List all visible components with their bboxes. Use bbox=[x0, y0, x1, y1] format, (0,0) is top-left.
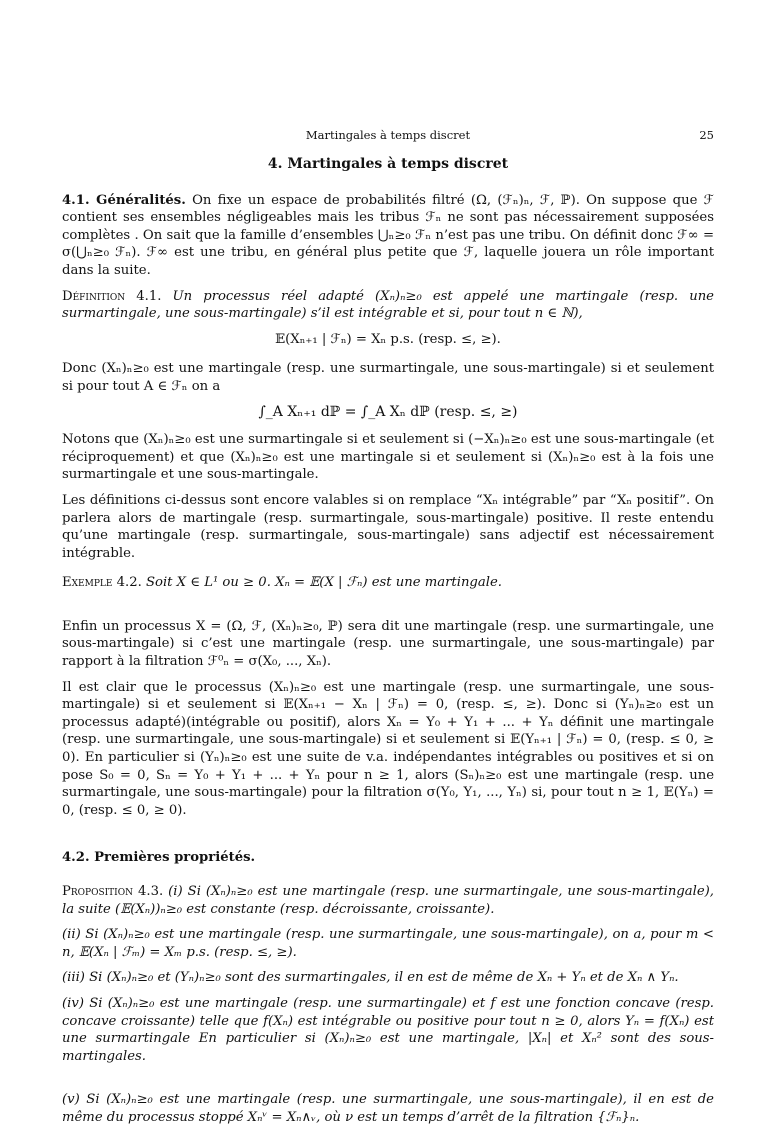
section-generalites bbox=[62, 192, 714, 280]
running-title: Martingales à temps discret bbox=[305, 128, 471, 142]
definition-label: Définition 4.1. bbox=[62, 288, 162, 304]
page-number: 25 bbox=[699, 128, 714, 142]
proposition-item-i: (i) Si (Xₙ)ₙ≥₀ est une martingale (resp. une surmartingale, une sous-martingale), la suite (𝔼(Xₙ))ₙ≥₀ est constante (resp. décroissante, croissante). bbox=[62, 884, 714, 917]
paragraph-definitions: Les définitions ci-dessus sont encore valables si on remplace “Xₙ intégrable” par “Xₙ positif”. On parlera alors de martingale (resp. surmartingale, sous-martingale) positive. Il reste entendu qu’une martingale (resp. surmartingale, sous-martingale) sans adjectif est nécessairement intégrable. bbox=[62, 492, 714, 561]
example-4-2 bbox=[62, 574, 714, 592]
paragraph-enfin: Enfin un processus X = (Ω, ℱ, (Xₙ)ₙ≥₀, ℙ) sera dit une martingale (resp. une surmartingale, une sous-martingale) si c’est une martingale (resp. une surmartingale, une sous-martingale) par rapport à la filtration ℱ⁰ₙ = σ(X₀, ..., Xₙ). bbox=[62, 618, 714, 670]
paragraph-clair: Il est clair que le processus (Xₙ)ₙ≥₀ est une martingale (resp. une surmartingale, une sous-martingale) si et seulement si 𝔼(Xₙ₊₁ − Xₙ | ℱₙ) = 0, (resp. ≤, ≥). Donc si (Yₙ)ₙ≥₀ est un processus adapté)(intégrable ou positif), alors Xₙ = Y₀ + Y₁ + ... + Yₙ définit une martingale (resp. une surmartingale, une sous-martingale) si et seulement si 𝔼(Yₙ₊₁ | ℱₙ) = 0, (resp. ≤ 0, ≥ 0). En particulier si (Yₙ)ₙ≥₀ est une suite de v.a. indépendantes intégrables ou positives et si on pose S₀ = 0, Sₙ = Y₀ + Y₁ + ... + Yₙ pour n ≥ 1, alors (Sₙ)ₙ≥₀ est une martingale (resp. une surmartingale, une sous-martingale) pour la filtration σ(Y₀, Y₁, ..., Yₙ) si, pour tout n ≥ 1, 𝔼(Yₙ) = 0, (resp. ≤ 0, ≥ 0). bbox=[62, 679, 714, 818]
proposition-4-3 bbox=[62, 883, 714, 918]
definition-text: Un processus réel adapté (Xₙ)ₙ≥₀ est appelé une martingale (resp. une surmartingale, une sous-martingale) s’il est intégrable et si, pour tout n ∈ ℕ), bbox=[62, 288, 714, 322]
chapter-title: 4. Martingales à temps discret bbox=[267, 156, 509, 172]
definition-4-1 bbox=[62, 288, 714, 323]
definition-formula: 𝔼(Xₙ₊₁ | ℱₙ) = Xₙ p.s. (resp. ≤, ≥). bbox=[275, 331, 501, 347]
section-heading: 4.1. Généralités. bbox=[62, 192, 186, 208]
example-text: Soit X ∈ L¹ ou ≥ 0. Xₙ = 𝔼(X | ℱₙ) est une martingale. bbox=[145, 575, 502, 591]
proposition-label: Proposition 4.3. bbox=[62, 884, 164, 899]
paragraph-notons: Notons que (Xₙ)ₙ≥₀ est une surmartingale si et seulement si (−Xₙ)ₙ≥₀ est une sous-martingale (et réciproquement) et que (Xₙ)ₙ≥₀ est une martingale si et seulement si (Xₙ)ₙ≥₀ est à la fois une surmartingale et une sous-martingale. bbox=[62, 432, 714, 483]
section-text: On fixe un espace de probabilités filtré (Ω, (ℱₙ)ₙ, ℱ, ℙ). On suppose que ℱ contient ses ensembles négligeables mais les tribus ℱₙ ne sont pas nécessairement supposées complètes . On sait que la famille d’ensembles ⋃ₙ≥₀ ℱₙ n’est pas une tribu. On définit donc ℱ∞ = σ(⋃ₙ≥₀ ℱₙ). ℱ∞ est une tribu, en général plus petite que ℱ, laquelle jouera un rôle important dans la suite. bbox=[62, 192, 714, 278]
proposition-item-v: (v) Si (Xₙ)ₙ≥₀ est une martingale (resp. une surmartingale, une sous-martingale), il en est de même du processus stoppé Xₙᵛ = Xₙ∧ᵥ, où ν est un temps d’arrêt de la filtration {ℱₙ}ₙ. bbox=[62, 1092, 714, 1125]
paragraph-donc: Donc (Xₙ)ₙ≥₀ est une martingale (resp. une surmartingale, une sous-martingale) si et seulement si pour tout A ∈ ℱₙ on a bbox=[62, 361, 714, 394]
integral-formula: ∫_A Xₙ₊₁ dℙ = ∫_A Xₙ dℙ (resp. ≤, ≥) bbox=[258, 403, 518, 420]
proposition-item-iii: (iii) Si (Xₙ)ₙ≥₀ et (Yₙ)ₙ≥₀ sont des surmartingales, il en est de même de Xₙ + Yₙ et de Xₙ ∧ Yₙ. bbox=[62, 970, 679, 986]
proposition-item-iv: (iv) Si (Xₙ)ₙ≥₀ est une martingale (resp. une surmartingale) et f est une fonction concave (resp. concave croissante) telle que f(Xₙ) est intégrable ou positive pour tout n ≥ 0, alors Yₙ = f(Xₙ) est une surmartingale En particulier si (Xₙ)ₙ≥₀ est une martingale, |Xₙ| et Xₙ² sont des sous-martingales. bbox=[62, 995, 714, 1064]
example-label: Exemple 4.2. bbox=[62, 575, 142, 591]
page-body bbox=[62, 150, 714, 1135]
proposition-item-ii: (ii) Si (Xₙ)ₙ≥₀ est une martingale (resp. une surmartingale, une sous-martingale), on a, pour m < n, 𝔼(Xₙ | ℱₘ) = Xₘ p.s. (resp. ≤, ≥). bbox=[62, 927, 714, 960]
section-heading-proprietes: 4.2. Premières propriétés. bbox=[62, 850, 256, 866]
running-header bbox=[62, 128, 714, 146]
